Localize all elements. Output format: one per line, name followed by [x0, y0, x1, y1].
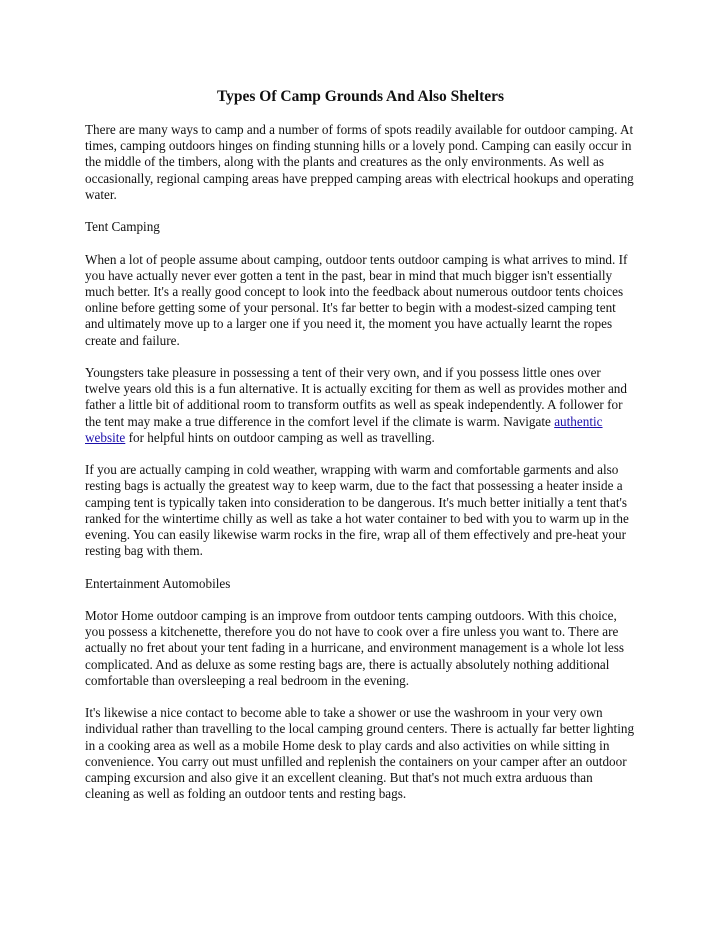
paragraph-cold-weather: If you are actually camping in cold weather, wrapping with warm and comfortable garments and also resting bags is actually the greatest way to keep warm, due to the fact that possessing a heater inside a camping tent is typically taken into consideration to be dangerous. It's much better initially a tent that's ranked for the wintertime chilly as well as take a hot water container to bed with you to warm up in the evening. You can easily likewise warm rocks in the fire, wrap all of them effectively and pre-heat your resting bag with them. [85, 462, 629, 559]
section-heading-entertainment-automobiles: Entertainment Automobiles [85, 575, 231, 591]
paragraph-text-before-link: Youngsters take pleasure in possessing a tent of their very own, and if you possess little ones over twelve years old this is a fun alternative. It is actually exciting for them as well as provides mother and father a little bit of additional room to transform outfits as well as speak independently. A follower for the tent may make a true difference in the comfort level if the climate is warm. Navigate [85, 365, 627, 429]
paragraph-tent-choice: When a lot of people assume about camping, outdoor tents outdoor camping is what arrives to mind. If you have actually never ever gotten a tent in the past, bear in mind that much bigger isn't essentially much better. It's a really good concept to look into the feedback about numerous outdoor tents choices online before getting some of your personal. It's far better to begin with a modest-sized camping tent and ultimately move up to a larger one if you need it, the moment you have actually learnt the ropes create and failure. [85, 251, 628, 348]
paragraph-shower-washroom: It's likewise a nice contact to become able to take a shower or use the washroom in your very own individual rather than travelling to the local camping ground centers. There is actually far better lighting in a cooking area as well as a mobile Home desk to play cards and also activities on while sitting in convenience. You carry out must unfilled and replenish the containers on your camper after an outdoor camping excursion and also give it an excellent cleaning. But that's not much extra arduous than cleaning as well as folding an outdoor tents and resting bags. [85, 705, 635, 802]
paragraph-youngsters [85, 365, 636, 446]
paragraph-text-after-link: for helpful hints on outdoor camping as well as travelling. [125, 429, 435, 445]
authentic-website-link[interactable]: authentic website [85, 413, 603, 445]
paragraph-intro: There are many ways to camp and a number of forms of spots readily available for outdoor camping. At times, camping outdoors hinges on finding stunning hills or a lovely pond. Camping can easily occur in the middle of the timbers, along with the plants and creatures as the only environments. As well as occasionally, regional camping areas have prepped camping areas with electrical hookups and operating water. [85, 122, 634, 202]
paragraph-motor-home: Motor Home outdoor camping is an improve from outdoor tents camping outdoors. With this choice, you possess a kitchenette, therefore you do not have to cook over a fire unless you want to. There are actually no fret about your tent fading in a hurricane, and environment management is a whole lot less complicated. And as deluxe as some resting bags are, there is actually absolutely nothing additional comfortable than oversleeping a real bedroom in the evening. [85, 608, 625, 688]
document-title: Types Of Camp Grounds And Also Shelters [216, 88, 505, 105]
section-heading-tent-camping: Tent Camping [85, 219, 160, 235]
